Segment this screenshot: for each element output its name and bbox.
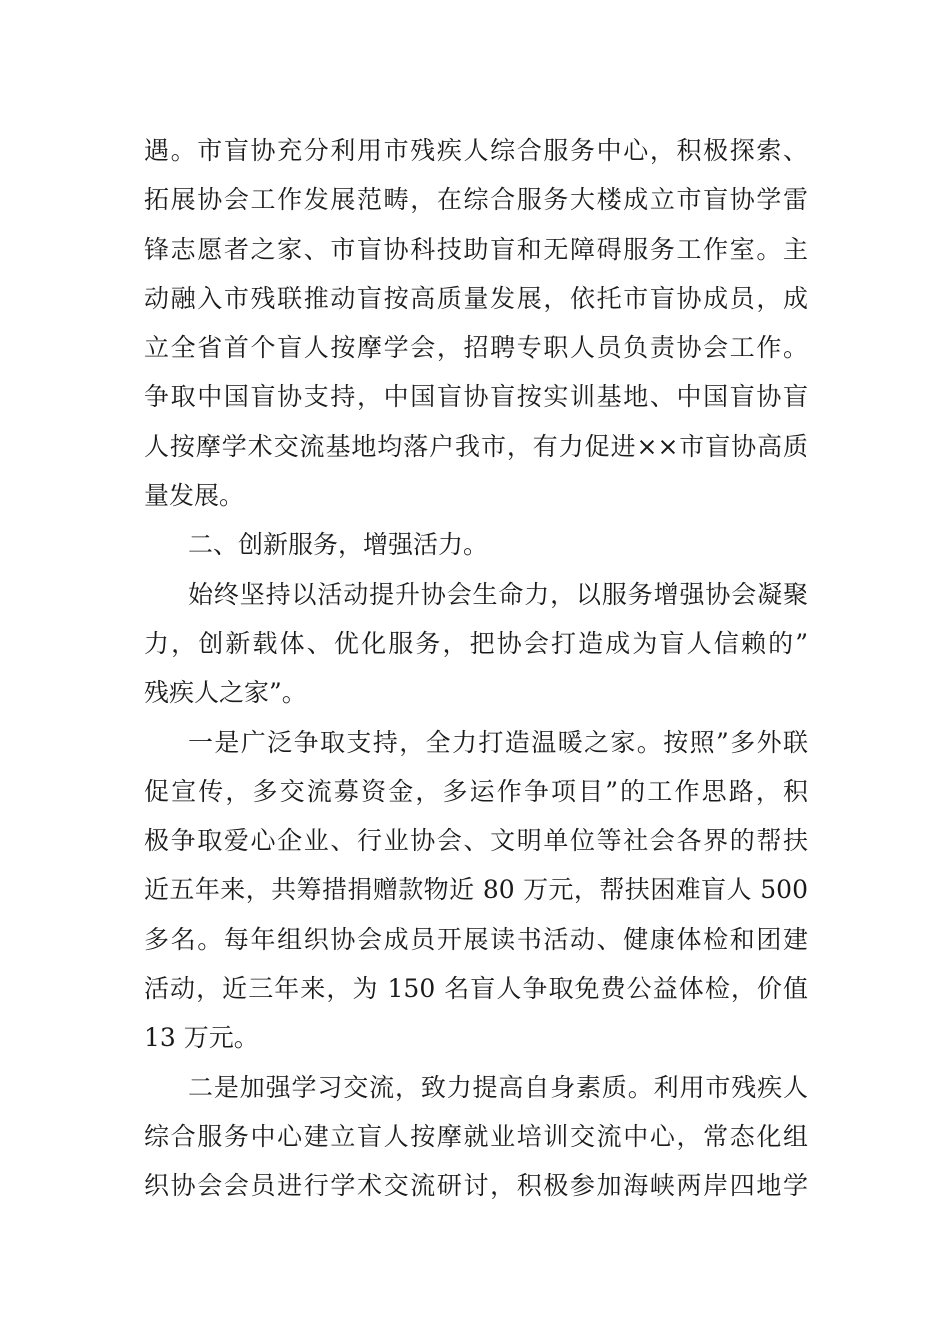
text-line: 争取中国盲协支持，中国盲协盲按实训基地、中国盲协盲 [144,382,808,412]
document-body [144,126,808,1211]
text-line: 13 万元。 [144,1023,259,1053]
text-line: 遇。市盲协充分利用市残疾人综合服务中心，积极探索、 [144,136,808,165]
text-line: 近五年来，共筹措捐赠款物近 80 万元，帮扶困难盲人 500 [144,875,808,905]
text-line: 量发展。 [144,481,245,511]
text-line: 锋志愿者之家、市盲协科技助盲和无障碍服务工作室。主 [144,234,808,264]
text-line: 立全省首个盲人按摩学会，招聘专职人员负责协会工作。 [144,333,808,363]
text-line: 织协会会员进行学术交流研讨，积极参加海峡两岸四地学 [144,1171,808,1201]
text-line: 力，创新载体、优化服务，把协会打造成为盲人信赖的” [144,628,808,658]
text-line: 极争取爱心企业、行业协会、文明单位等社会各界的帮扶 [144,826,808,856]
text-line: 始终坚持以活动提升协会生命力，以服务增强协会凝聚 [188,579,808,609]
text-line: 拓展协会工作发展范畴，在综合服务大楼成立市盲协学雷 [144,185,808,215]
text-line: 残疾人之家”。 [144,678,307,708]
section-heading: 二、创新服务，增强活力。 [188,530,489,560]
text-line: 动融入市残联推动盲按高质量发展，依托市盲协成员，成 [144,283,808,313]
text-line: 综合服务中心建立盲人按摩就业培训交流中心，常态化组 [144,1121,808,1151]
text-line: 活动，近三年来，为 150 名盲人争取免费公益体检，价值 [144,974,808,1004]
text-line: 一是广泛争取支持，全力打造温暖之家。按照”多外联 [188,727,808,757]
text-line: 多名。每年组织协会成员开展读书活动、健康体检和团建 [144,924,808,954]
text-line: 二是加强学习交流，致力提高自身素质。利用市残疾人 [188,1072,808,1102]
text-line: 促宣传，多交流募资金，多运作争项目”的工作思路，积 [144,776,808,806]
text-line: 人按摩学术交流基地均落户我市，有力促进××市盲协高质 [144,431,808,461]
